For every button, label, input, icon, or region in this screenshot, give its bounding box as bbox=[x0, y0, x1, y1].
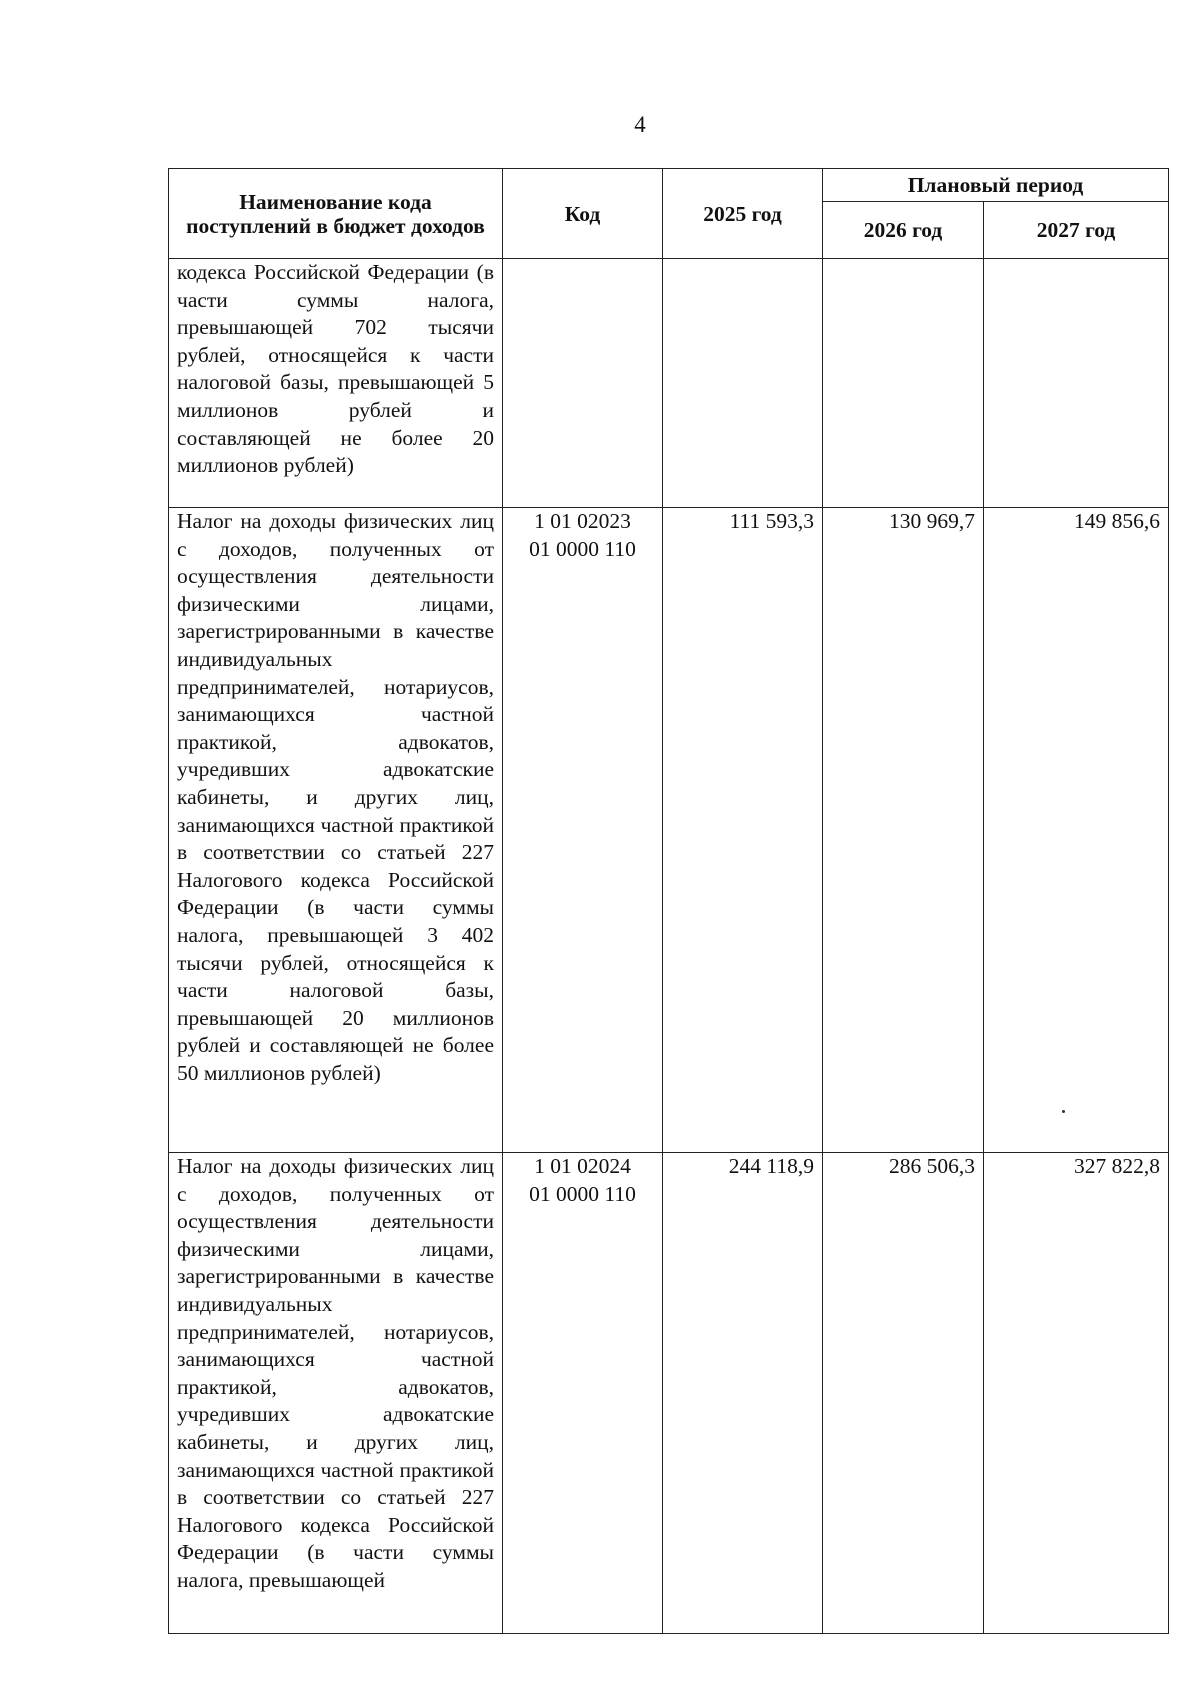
header-code: Код bbox=[503, 169, 663, 259]
header-name: Наименование кода поступлений в бюджет доходов bbox=[169, 169, 503, 259]
revenue-table bbox=[168, 168, 1169, 1634]
row-code bbox=[503, 259, 663, 508]
row-value-2026: 130 969,7 bbox=[823, 508, 984, 1153]
row-code: 1 01 02023 01 0000 110 bbox=[503, 508, 663, 1153]
row-value-2027: 149 856,6 bbox=[984, 508, 1169, 1153]
row-name: кодекса Российской Федерации (в части суммы налога, превышающей 702 тысячи рублей, относящейся к части налоговой базы, превышающей 5 миллионов рублей и составляющей не более 20 миллионов рублей) bbox=[169, 259, 503, 508]
table-row bbox=[169, 1153, 1169, 1634]
row-value-2027 bbox=[984, 259, 1169, 508]
table-row bbox=[169, 508, 1169, 1153]
header-year-2026: 2026 год bbox=[823, 202, 984, 259]
row-name: Налог на доходы физических лиц с доходов, полученных от осуществления деятельности физическими лицами, зарегистрированными в качестве индивидуальных предпринимателей, нотариусов, занимающихся частной практикой, адвокатов, учредивших адвокатские кабинеты, и других лиц, занимающихся частной практикой в соответствии со статьей 227 Налогового кодекса Российской Федерации (в части суммы налога, превышающей bbox=[169, 1153, 503, 1634]
header-year-2025: 2025 год bbox=[663, 169, 823, 259]
row-value-2025 bbox=[663, 259, 823, 508]
page-number: 4 bbox=[634, 112, 646, 137]
row-value-2027: 327 822,8 bbox=[984, 1153, 1169, 1634]
row-value-2026: 286 506,3 bbox=[823, 1153, 984, 1634]
table-row bbox=[169, 259, 1169, 508]
header-year-2027: 2027 год bbox=[984, 202, 1169, 259]
header-planning-period: Плановый период bbox=[823, 169, 1169, 202]
row-code: 1 01 02024 01 0000 110 bbox=[503, 1153, 663, 1634]
table-header bbox=[169, 169, 1169, 259]
row-value-2025: 111 593,3 bbox=[663, 508, 823, 1153]
scan-speck bbox=[1062, 1110, 1065, 1113]
row-value-2025: 244 118,9 bbox=[663, 1153, 823, 1634]
row-value-2026 bbox=[823, 259, 984, 508]
row-name: Налог на доходы физических лиц с доходов, полученных от осуществления деятельности физическими лицами, зарегистрированными в качестве индивидуальных предпринимателей, нотариусов, занимающихся частной практикой, адвокатов, учредивших адвокатские кабинеты, и других лиц, занимающихся частной практикой в соответствии со статьей 227 Налогового кодекса Российской Федерации (в части суммы налога, превышающей 3 402 тысячи рублей, относящейся к части налоговой базы, превышающей 20 миллионов рублей и составляющей не более 50 миллионов рублей) bbox=[169, 508, 503, 1153]
